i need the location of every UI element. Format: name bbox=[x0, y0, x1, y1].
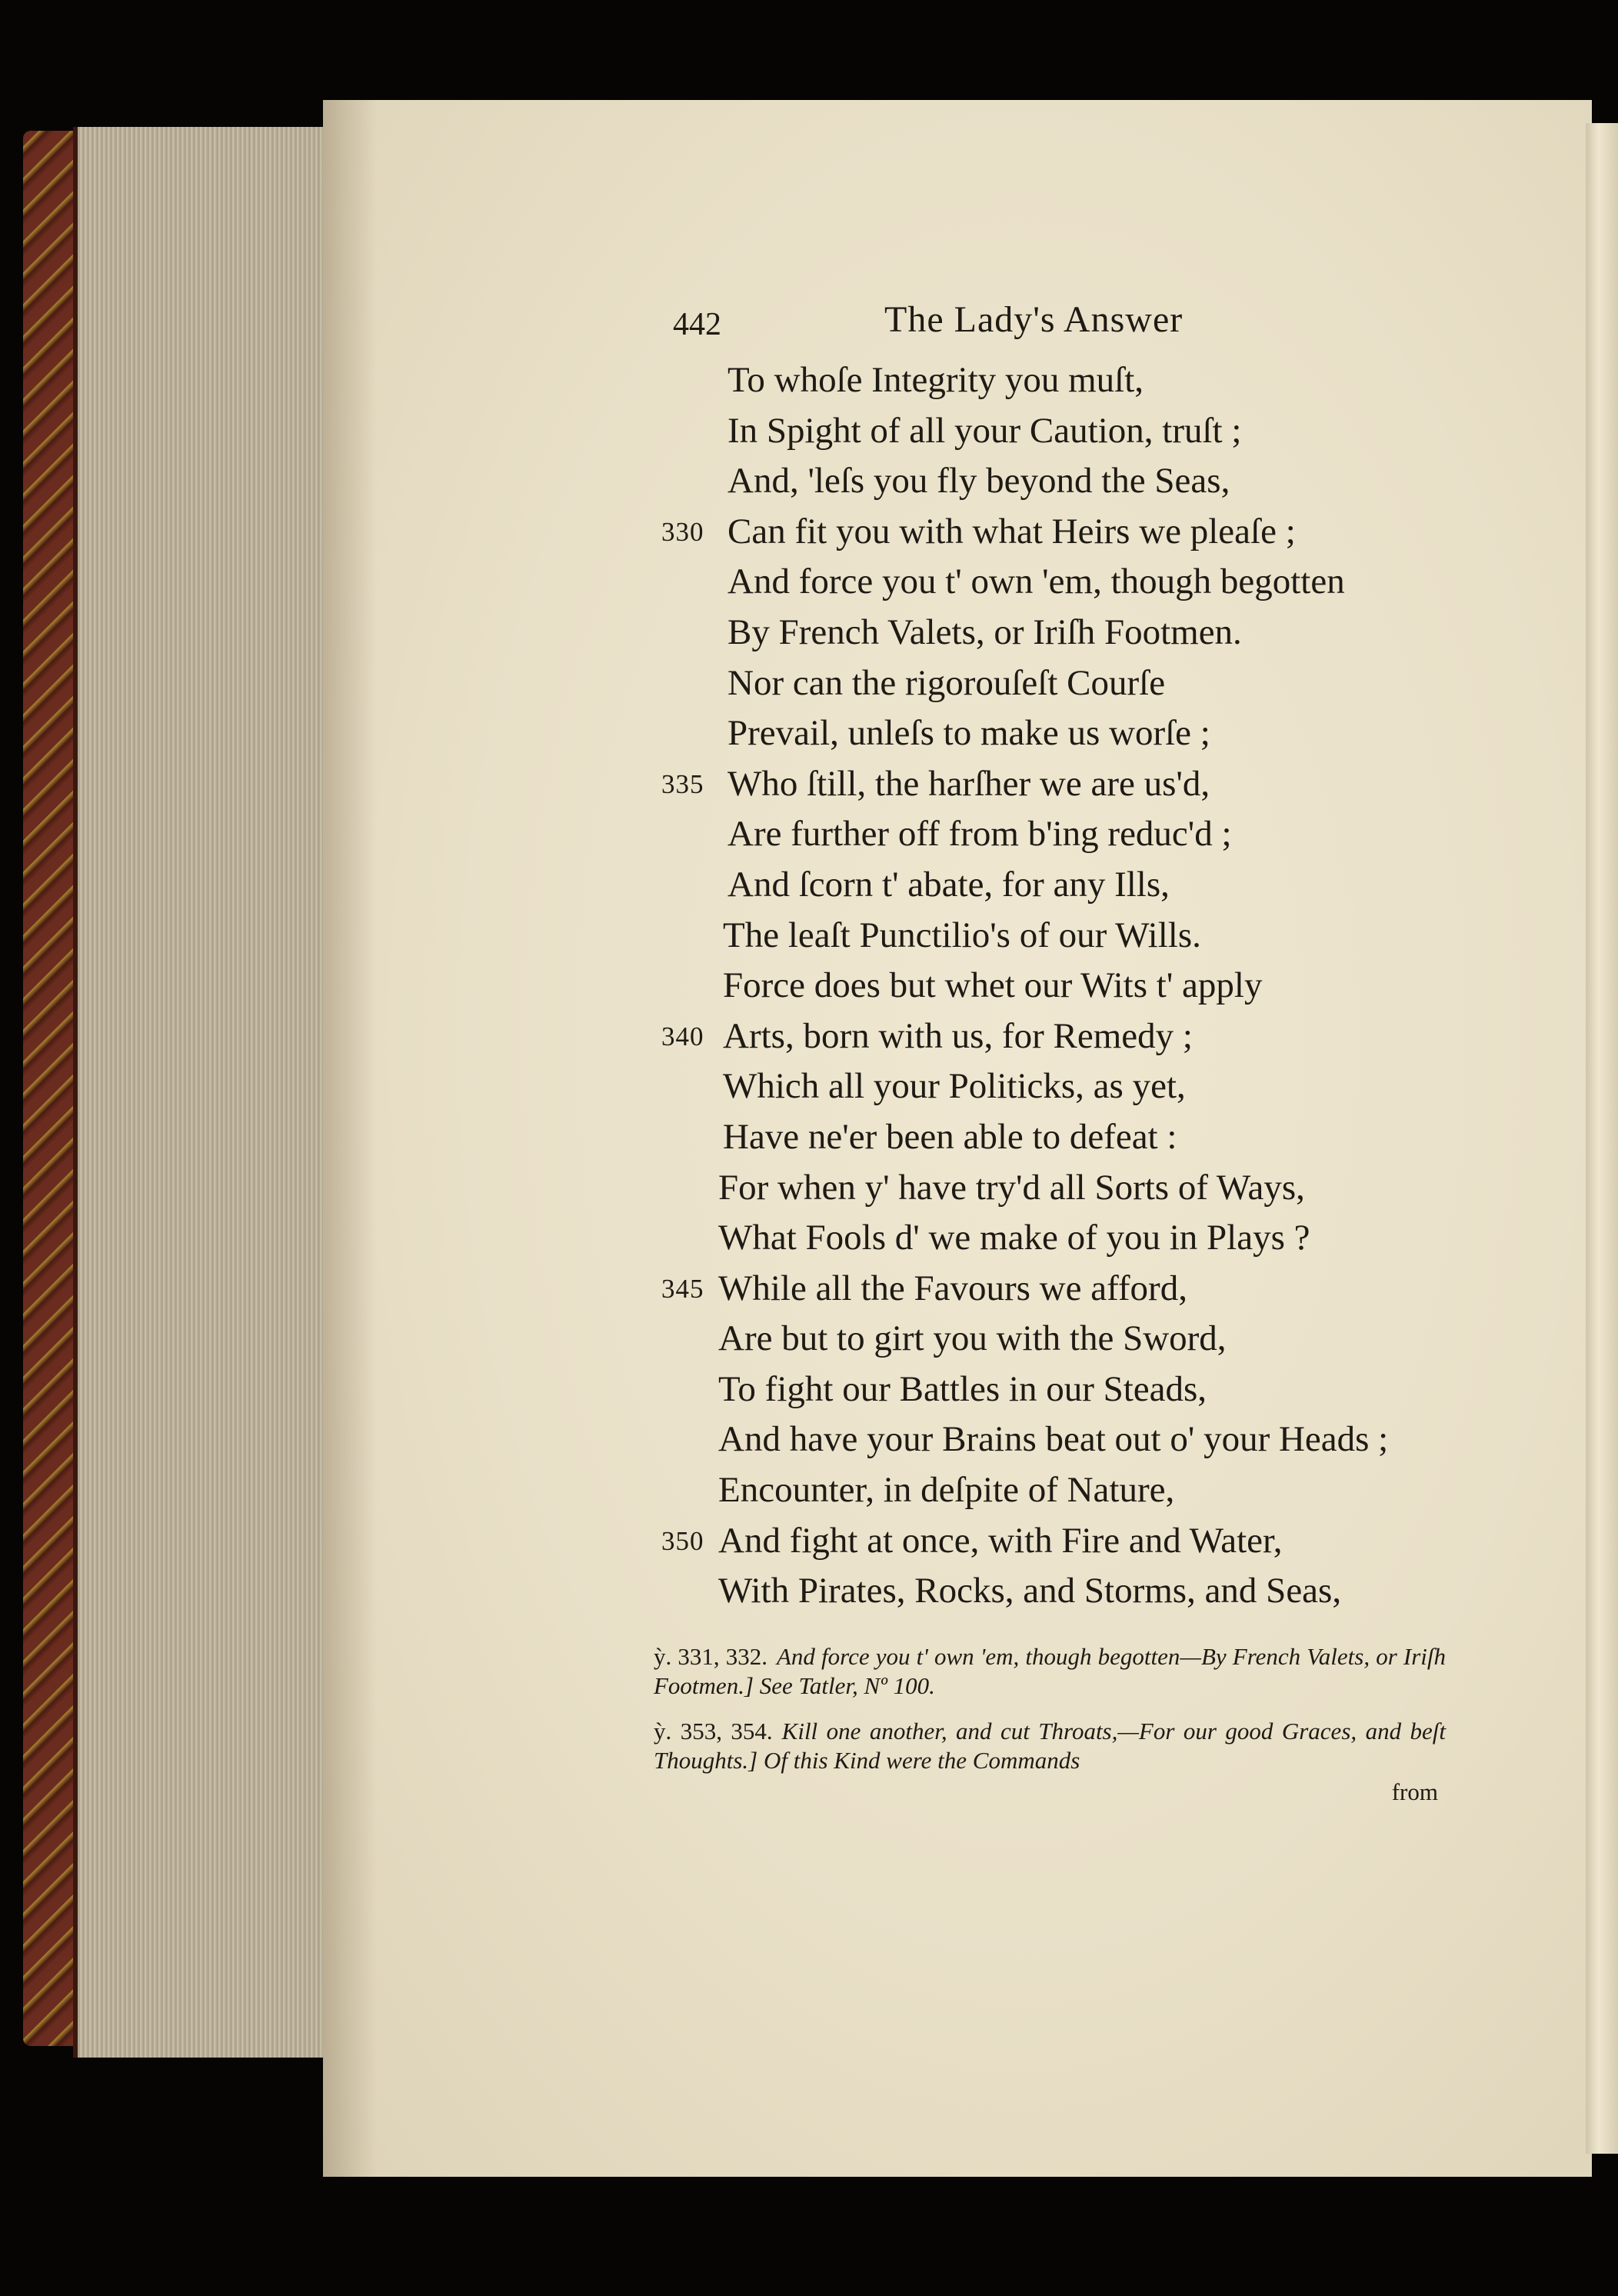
verse-line bbox=[661, 507, 1523, 558]
verse-line bbox=[661, 456, 1523, 507]
line-text: Arts, born with us, for Remedy ; bbox=[723, 1015, 1193, 1056]
verse-line bbox=[661, 1163, 1523, 1214]
page-gutter bbox=[323, 100, 377, 2177]
line-number: 340 bbox=[661, 1021, 704, 1051]
line-text: Can fit you with what Heirs we pleaſe ; bbox=[727, 511, 1296, 552]
verse-line bbox=[661, 1365, 1523, 1415]
verse-line bbox=[661, 406, 1523, 457]
line-text: And have your Brains beat out o' your Heads ; bbox=[718, 1419, 1389, 1460]
verse-line bbox=[661, 759, 1523, 810]
line-text: The leaſt Punctilio's of our Wills. bbox=[723, 915, 1201, 955]
verse-line bbox=[661, 809, 1523, 860]
line-text: To whoſe Integrity you muſt, bbox=[727, 360, 1144, 400]
line-number: 345 bbox=[661, 1273, 704, 1304]
verse-line bbox=[661, 1516, 1523, 1567]
line-text: To fight our Battles in our Steads, bbox=[718, 1368, 1207, 1409]
line-text: Who ſtill, the harſher we are us'd, bbox=[727, 763, 1210, 804]
verse-line bbox=[661, 355, 1523, 406]
line-text: In Spight of all your Caution, truſt ; bbox=[727, 410, 1242, 451]
page-number: 442 bbox=[673, 307, 721, 342]
facing-page-edge bbox=[1586, 123, 1618, 2154]
line-text: And ſcorn t' abate, for any Ills, bbox=[727, 864, 1170, 905]
verse-block bbox=[661, 355, 1523, 1617]
verse-line bbox=[661, 608, 1523, 658]
footnote bbox=[654, 1642, 1446, 1701]
verse-line bbox=[661, 1415, 1523, 1465]
verse-line bbox=[661, 1213, 1523, 1264]
verse-line bbox=[661, 1264, 1523, 1315]
verse-line bbox=[661, 1061, 1523, 1112]
verse-line bbox=[661, 860, 1523, 911]
verse-line bbox=[661, 557, 1523, 608]
footnote-reference: ỳ. 353, 354. bbox=[654, 1718, 773, 1744]
verse-line bbox=[661, 1314, 1523, 1365]
line-text: And, 'leſs you fly beyond the Seas, bbox=[727, 461, 1230, 502]
line-text: Encounter, in deſpite of Nature, bbox=[718, 1470, 1175, 1511]
line-text: What Fools d' we make of you in Plays ? bbox=[718, 1218, 1310, 1258]
verse-line bbox=[661, 1465, 1523, 1516]
line-text: With Pirates, Rocks, and Storms, and Seas, bbox=[718, 1571, 1342, 1611]
line-text: Are further off from b'ing reduc'd ; bbox=[727, 814, 1232, 855]
verse-line bbox=[661, 1566, 1523, 1617]
catchword: from bbox=[1391, 1778, 1438, 1805]
line-text: Have ne'er been able to defeat : bbox=[723, 1116, 1177, 1157]
verse-line bbox=[661, 1011, 1523, 1062]
line-text: Force does but whet our Wits t' apply bbox=[723, 965, 1263, 1006]
line-text: Nor can the rigorouſeſt Courſe bbox=[727, 662, 1166, 703]
footnote bbox=[654, 1717, 1446, 1775]
running-title: The Lady's Answer bbox=[884, 299, 1184, 340]
verse-line bbox=[661, 658, 1523, 709]
verse-line bbox=[661, 1112, 1523, 1163]
footnote-text: And force you t' own 'em, though begotten—By French Valets, or Iriſh Footmen.] See Tatler, Nº 100. bbox=[654, 1643, 1446, 1699]
line-number: 330 bbox=[661, 516, 704, 547]
verse-line bbox=[661, 911, 1523, 961]
line-text: By French Valets, or Iriſh Footmen. bbox=[727, 611, 1242, 652]
line-text: While all the Favours we afford, bbox=[718, 1268, 1187, 1308]
line-text: And fight at once, with Fire and Water, bbox=[718, 1520, 1283, 1561]
verse-line bbox=[661, 708, 1523, 759]
footnote-text: Kill one another, and cut Throats,—For our good Graces, and beſt Thoughts.] Of this Kind were the Commands bbox=[654, 1718, 1447, 1774]
page-edges bbox=[73, 127, 331, 2058]
line-text: For when y' have try'd all Sorts of Ways, bbox=[718, 1167, 1305, 1208]
book-spine bbox=[23, 131, 77, 2046]
line-text: Are but to girt you with the Sword, bbox=[718, 1318, 1227, 1359]
line-text: Prevail, unleſs to make us worſe ; bbox=[727, 713, 1210, 754]
line-text: Which all your Politicks, as yet, bbox=[723, 1066, 1186, 1107]
running-head bbox=[673, 298, 1488, 352]
line-text: And force you t' own 'em, though begotten bbox=[727, 562, 1345, 602]
line-number: 335 bbox=[661, 768, 704, 799]
verse-line bbox=[661, 961, 1523, 1011]
line-number: 350 bbox=[661, 1525, 704, 1556]
footnote-reference: ỳ. 331, 332. bbox=[654, 1643, 767, 1670]
